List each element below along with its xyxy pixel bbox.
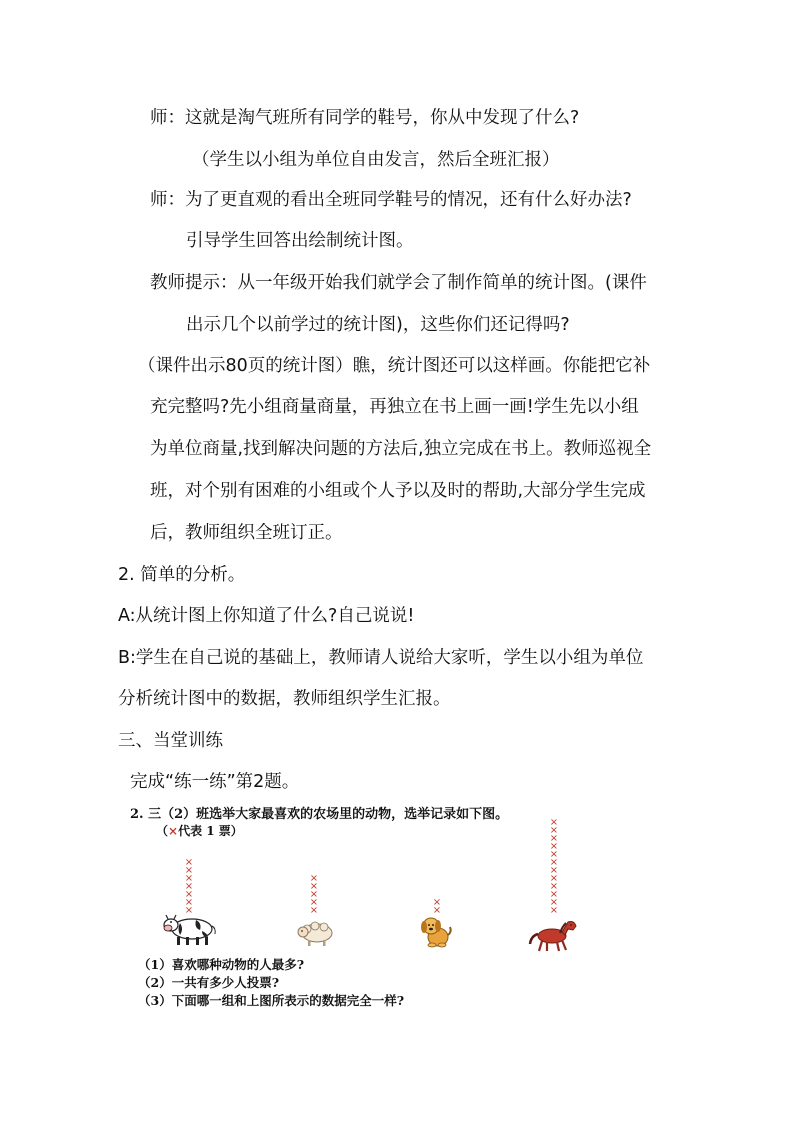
- vote-column-sheep: [307, 875, 321, 915]
- vote-mark: ×: [309, 881, 319, 892]
- courseware-line-5: 后，教师组织全班订正。: [150, 523, 343, 543]
- vote-mark-icon: ×: [168, 824, 179, 838]
- question-2: （2）一共有多少人投票?: [138, 975, 280, 990]
- question-3: （3）下面哪一组和上图所表示的数据完全一样?: [138, 993, 405, 1008]
- courseware-line-2: 充完整吗?先小组商量商量，再独立在书上画一画!学生先以小组: [150, 397, 639, 417]
- vote-mark: ×: [549, 865, 559, 876]
- vote-mark: ×: [549, 897, 559, 908]
- practice-instruction: 完成“练一练”第2题。: [130, 772, 300, 792]
- vote-mark: ×: [549, 841, 559, 852]
- teacher-hint-line-2: 出示几个以前学过的统计图)，这些你们还记得吗?: [186, 315, 570, 335]
- vote-mark: ×: [184, 889, 194, 900]
- question-1: （1）喜欢哪种动物的人最多?: [138, 957, 305, 972]
- vote-column-cow: [182, 859, 196, 915]
- vote-mark: ×: [549, 905, 559, 916]
- dog-icon: [418, 913, 452, 949]
- vote-mark: ×: [309, 897, 319, 908]
- section-heading-analysis: 2. 简单的分析。: [118, 565, 246, 585]
- vote-column-horse: [547, 819, 561, 915]
- exercise-figure: [130, 800, 610, 1015]
- cow-icon: [162, 913, 218, 947]
- vote-mark: ×: [184, 905, 194, 916]
- teacher-question-line-2: 师：为了更直观的看出全班同学鞋号的情况，还有什么好办法?: [150, 190, 632, 210]
- vote-mark: ×: [309, 889, 319, 900]
- sheep-icon: [295, 916, 335, 948]
- vote-mark: ×: [309, 905, 319, 916]
- vote-mark: ×: [184, 865, 194, 876]
- legend-text: 代表 1 票）: [178, 824, 243, 838]
- vote-mark: ×: [432, 897, 442, 908]
- horse-icon: [528, 918, 578, 952]
- analysis-b-line-2: 分析统计图中的数据，教师组织学生汇报。: [118, 689, 451, 709]
- guide-line: 引导学生回答出绘制统计图。: [186, 231, 414, 251]
- vote-mark: ×: [549, 825, 559, 836]
- legend-open-paren: （: [156, 824, 169, 838]
- courseware-line-4: 班，对个别有困难的小组或个人予以及时的帮助,大部分学生完成: [150, 481, 646, 501]
- vote-mark: ×: [184, 881, 194, 892]
- vote-mark: ×: [549, 889, 559, 900]
- vote-mark: ×: [549, 817, 559, 828]
- vote-mark: ×: [184, 857, 194, 868]
- vote-mark: ×: [549, 833, 559, 844]
- teacher-hint-line: 教师提示：从一年级开始我们就学会了制作简单的统计图。(课件: [150, 273, 647, 293]
- section-heading-practice: 三、当堂训练: [118, 731, 223, 751]
- vote-mark: ×: [549, 857, 559, 868]
- exercise-title: 2. 三（2）班选举大家最喜欢的农场里的动物，选举记录如下图。: [130, 807, 509, 822]
- courseware-line-3: 为单位商量,找到解决问题的方法后,独立完成在书上。教师巡视全: [150, 439, 652, 459]
- vote-mark: ×: [309, 873, 319, 884]
- vote-mark: ×: [549, 873, 559, 884]
- vote-mark: ×: [549, 881, 559, 892]
- student-activity-line: （学生以小组为单位自由发言，然后全班汇报）: [192, 150, 560, 170]
- vote-mark: ×: [549, 849, 559, 860]
- teacher-question-line: 师：这就是淘气班所有同学的鞋号，你从中发现了什么?: [150, 108, 580, 128]
- analysis-a-line: A:从统计图上你知道了什么?自己说说!: [118, 606, 415, 626]
- vote-mark: ×: [432, 905, 442, 916]
- vote-mark: ×: [184, 873, 194, 884]
- exercise-legend: [156, 822, 243, 839]
- analysis-b-line: B:学生在自己说的基础上，教师请人说给大家听，学生以小组为单位: [118, 648, 644, 668]
- courseware-line: （课件出示80页的统计图）瞧，统计图还可以这样画。你能把它补: [138, 356, 651, 376]
- vote-mark: ×: [184, 897, 194, 908]
